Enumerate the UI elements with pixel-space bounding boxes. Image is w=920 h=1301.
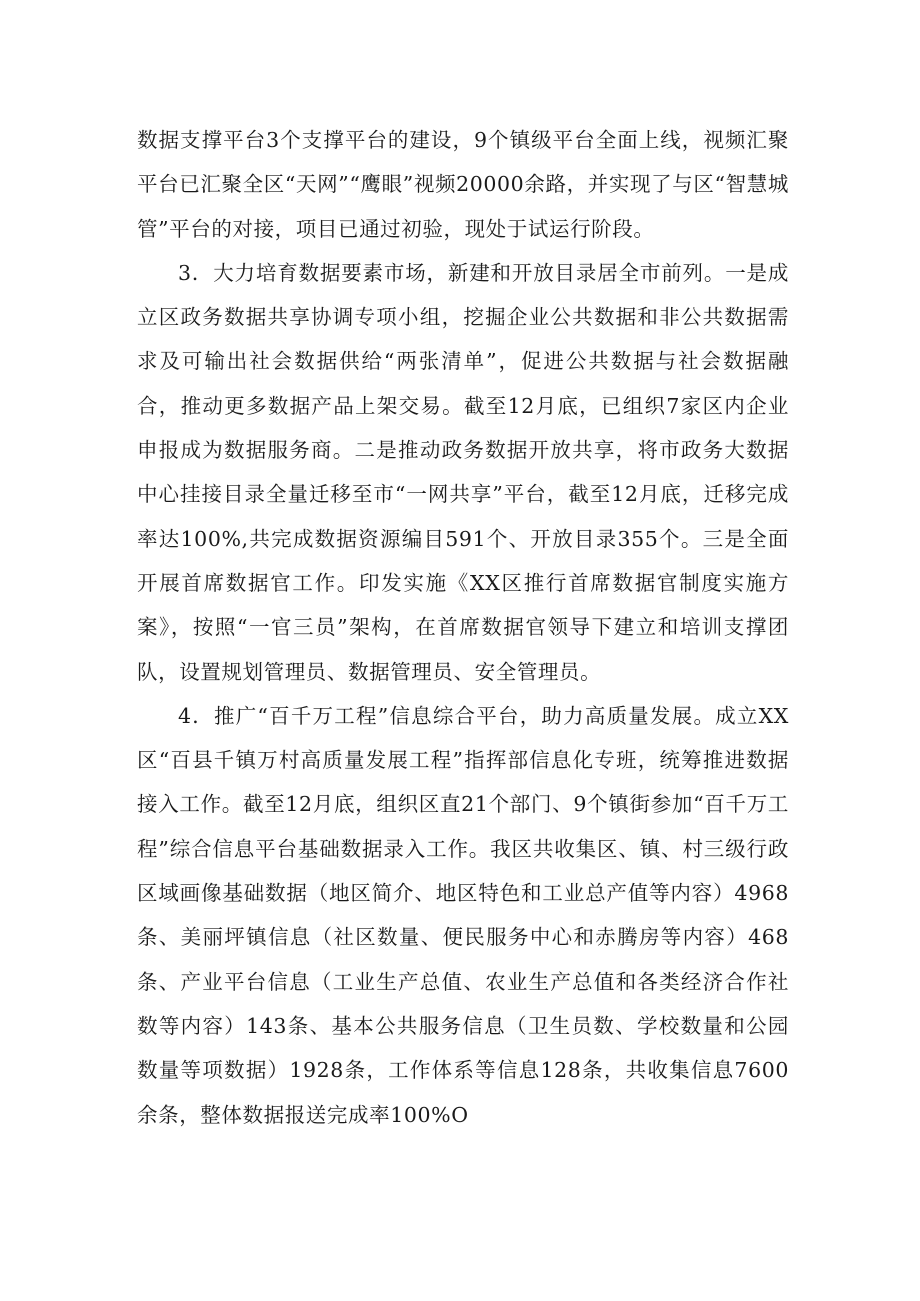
paragraph-baiqianwan-platform: 4．推广“百千万工程”信息综合平台，助力高质量发展。成立XX区“百县千镇万村高质量发展工程”指挥部信息化专班，统筹推进数据接入工作。截至12月底，组织区直21个部门、9个镇街参加“百千万工程”综合信息平台基础数据录入工作。我区共收集区、镇、村三级行政区域画像基础数据（地区简介、地区特色和工业总产值等内容）4968条、美丽坪镇信息（社区数量、便民服务中心和赤腾房等内容）468条、产业平台信息（工业生产总值、农业生产总值和各类经济合作社数等内容）143条、基本公共服务信息（卫生员数、学校数量和公园数量等项数据）1928条，工作体系等信息128条，共收集信息7600余条，整体数据报送完成率100%O bbox=[137, 703, 789, 1127]
paragraph-data-market: 3．大力培育数据要素市场，新建和开放目录居全市前列。一是成立区政务数据共享协调专项小组，挖掘企业公共数据和非公共数据需求及可输出社会数据供给“两张清单”，促进公共数据与社会数据融合，推动更多数据产品上架交易。截至12月底，已组织7家区内企业申报成为数据服务商。二是推动政务数据开放共享，将市政务大数据中心挂接目录全量迁移至市“一网共享”平台，截至12月底，迁移完成率达100%,共完成数据资源编目591个、开放目录355个。三是全面开展首席数据官工作。印发实施《XX区推行首席数据官制度实施方案》，按照“一官三员”架构，在首席数据官领导下建立和培训支撑团队，设置规划管理员、数据管理员、安全管理员。 bbox=[137, 260, 789, 684]
document-body bbox=[137, 118, 789, 1137]
paragraph-platform-construction: 数据支撑平台3个支撑平台的建设，9个镇级平台全面上线，视频汇聚平台已汇聚全区“天网”“鹰眼”视频20000余路，并实现了与区“智慧城管”平台的对接，项目已通过初验，现处于试运行阶段。 bbox=[137, 128, 789, 241]
